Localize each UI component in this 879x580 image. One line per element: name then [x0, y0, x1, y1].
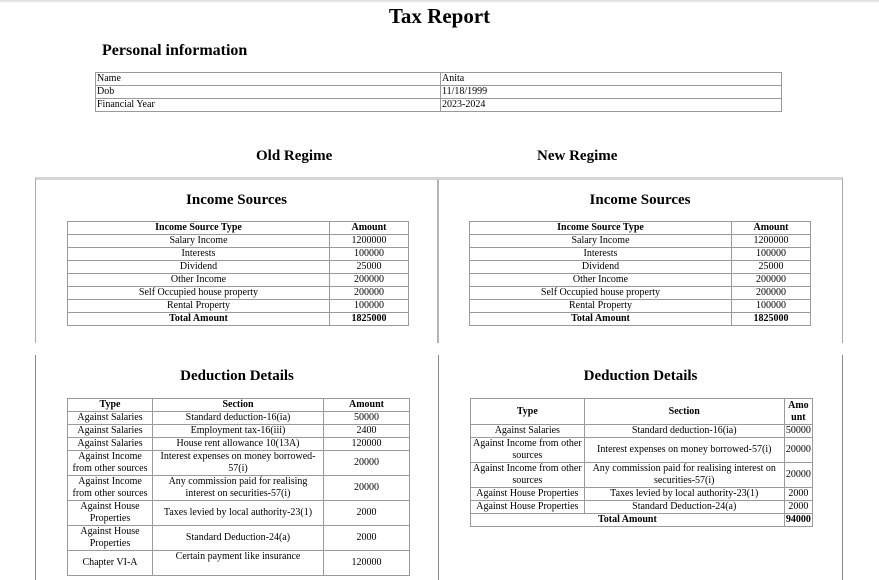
- pi-value: 11/18/1999: [441, 86, 782, 99]
- cell-amount: 20000: [784, 438, 812, 463]
- cell-type: Other Income: [68, 274, 330, 287]
- new-income-heading: Income Sources: [589, 192, 691, 208]
- cell-section: Standard Deduction-24(a): [153, 526, 324, 551]
- cell-type: Against Salaries: [68, 412, 153, 425]
- cell-type: Salary Income: [68, 235, 330, 248]
- cell-type: Rental Property: [68, 300, 330, 313]
- cell-section: Interest expenses on money borrowed-57(i): [584, 438, 784, 463]
- table-header-row: [470, 222, 811, 235]
- new-deduction-panel: [438, 355, 843, 580]
- table-row: [471, 501, 813, 514]
- table-row: [470, 248, 811, 261]
- old-income-heading: Income Sources: [186, 192, 287, 208]
- cell-type: Against House Properties: [68, 526, 153, 551]
- table-row: [471, 425, 813, 438]
- cell-type: Against Salaries: [471, 425, 585, 438]
- cell-type: Interests: [68, 248, 330, 261]
- cell-amount: 100000: [732, 300, 811, 313]
- cell-type: Dividend: [68, 261, 330, 274]
- cell-section: Certain payment like insurance: [153, 551, 324, 576]
- table-row: [471, 463, 813, 488]
- cell-type: Interests: [470, 248, 732, 261]
- cell-type: Rental Property: [470, 300, 732, 313]
- table-row: [470, 274, 811, 287]
- pi-label: Financial Year: [96, 99, 441, 112]
- cell-section: Standard deduction-16(ia): [584, 425, 784, 438]
- total-value: 1825000: [330, 313, 409, 326]
- col-type: Type: [68, 399, 153, 412]
- cell-type: Self Occupied house property: [68, 287, 330, 300]
- old-deduction-heading: Deduction Details: [180, 368, 294, 384]
- pi-label: Dob: [96, 86, 441, 99]
- table-row: [96, 73, 782, 86]
- table-header-row: [68, 399, 410, 412]
- table-row: [470, 300, 811, 313]
- new-income-panel: [438, 177, 843, 343]
- cell-amount: 25000: [330, 261, 409, 274]
- cell-amount: 2000: [784, 501, 812, 514]
- total-row: [470, 313, 811, 326]
- cell-amount: 200000: [732, 287, 811, 300]
- table-row: [68, 300, 409, 313]
- table-row: [68, 551, 410, 576]
- cell-section: Standard deduction-16(ia): [153, 412, 324, 425]
- cell-type: Against Income from other sources: [68, 451, 153, 476]
- cell-amount: 2000: [324, 526, 410, 551]
- cell-type: Chapter VI-A: [68, 551, 153, 576]
- total-label: Total Amount: [68, 313, 330, 326]
- cell-type: Against Salaries: [68, 438, 153, 451]
- table-row: [68, 438, 410, 451]
- cell-amount: 200000: [732, 274, 811, 287]
- cell-section: Employment tax-16(iii): [153, 425, 324, 438]
- old-deduction-panel: [35, 355, 439, 580]
- total-label: Total Amount: [470, 313, 732, 326]
- cell-type: Other Income: [470, 274, 732, 287]
- cell-type: Against Salaries: [68, 425, 153, 438]
- table-row: [68, 261, 409, 274]
- col-type: Type: [471, 399, 585, 425]
- cell-type: Against Income from other sources: [68, 476, 153, 501]
- top-shadow: [0, 0, 879, 3]
- old-regime-heading: Old Regime: [256, 148, 333, 164]
- cell-section: Taxes levied by local authority-23(1): [584, 488, 784, 501]
- personal-info-heading: Personal information: [102, 42, 248, 59]
- table-header-row: [68, 222, 409, 235]
- cell-amount: 100000: [732, 248, 811, 261]
- cell-type: Self Occupied house property: [470, 287, 732, 300]
- pi-value: Anita: [441, 73, 782, 86]
- personal-info-table: [95, 72, 782, 112]
- total-label: Total Amount: [471, 514, 785, 527]
- table-row: [96, 99, 782, 112]
- table-row: [68, 451, 410, 476]
- cell-type: Dividend: [470, 261, 732, 274]
- col-amount: Amount: [732, 222, 811, 235]
- pi-label: Name: [96, 73, 441, 86]
- table-row: [471, 438, 813, 463]
- cell-amount: 20000: [324, 451, 410, 476]
- table-row: [68, 412, 410, 425]
- cell-section: Any commission paid for realising interest on securities-57(i): [153, 476, 324, 501]
- table-row: [68, 425, 410, 438]
- cell-amount: 1200000: [732, 235, 811, 248]
- total-value: 94000: [785, 514, 811, 525]
- table-row: [68, 235, 409, 248]
- table-row: [68, 501, 410, 526]
- cell-section: Standard Deduction-24(a): [584, 501, 784, 514]
- cell-type: Against Income from other sources: [471, 463, 585, 488]
- col-section: Section: [584, 399, 784, 425]
- table-row: [68, 248, 409, 261]
- cell-amount: 2400: [324, 425, 410, 438]
- cell-amount: 120000: [324, 551, 410, 576]
- new-income-table: [469, 221, 811, 326]
- cell-amount: 50000: [324, 412, 410, 425]
- col-income-type: Income Source Type: [470, 222, 732, 235]
- table-row: [68, 274, 409, 287]
- page-title: Tax Report: [388, 4, 491, 28]
- table-row: [470, 261, 811, 274]
- table-row: [471, 488, 813, 501]
- cell-amount: 200000: [330, 274, 409, 287]
- cell-amount: 100000: [330, 300, 409, 313]
- total-value: 1825000: [732, 313, 811, 326]
- cell-type: Against House Properties: [68, 501, 153, 526]
- col-income-type: Income Source Type: [68, 222, 330, 235]
- table-row: [96, 86, 782, 99]
- table-header-row: [471, 399, 813, 425]
- cell-amount: 20000: [324, 476, 410, 501]
- cell-amount: 2000: [784, 488, 812, 501]
- cell-amount: 120000: [324, 438, 410, 451]
- col-section: Section: [153, 399, 324, 412]
- cell-section: Taxes levied by local authority-23(1): [153, 501, 324, 526]
- new-deduction-table: [470, 398, 813, 527]
- table-row: [68, 526, 410, 551]
- table-row: [470, 235, 811, 248]
- cell-amount: 1200000: [330, 235, 409, 248]
- table-row: [68, 476, 410, 501]
- col-amount: Amo unt: [784, 399, 812, 425]
- cell-amount: 2000: [324, 501, 410, 526]
- old-income-table: [67, 221, 409, 326]
- cell-type: Against House Properties: [471, 488, 585, 501]
- cell-type: Salary Income: [470, 235, 732, 248]
- total-row: [471, 514, 813, 527]
- new-regime-heading: New Regime: [537, 148, 618, 164]
- table-row: [470, 287, 811, 300]
- table-row: [68, 287, 409, 300]
- cell-section: Any commission paid for realising interest on securities-57(i): [584, 463, 784, 488]
- old-deduction-table: [67, 398, 410, 576]
- cell-type: Against House Properties: [471, 501, 585, 514]
- cell-amount: 20000: [784, 463, 812, 488]
- total-row: [68, 313, 409, 326]
- cell-section: House rent allowance 10(13A): [153, 438, 324, 451]
- cell-section: Interest expenses on money borrowed-57(i): [153, 451, 324, 476]
- cell-amount: 25000: [732, 261, 811, 274]
- cell-amount: 200000: [330, 287, 409, 300]
- col-amount: Amount: [330, 222, 409, 235]
- old-income-panel: [35, 177, 439, 343]
- cell-type: Against Income from other sources: [471, 438, 585, 463]
- col-amount: Amount: [324, 399, 410, 412]
- cell-amount: 100000: [330, 248, 409, 261]
- new-deduction-heading: Deduction Details: [583, 368, 698, 384]
- cell-amount: 50000: [785, 425, 811, 436]
- pi-value: 2023-2024: [441, 99, 782, 112]
